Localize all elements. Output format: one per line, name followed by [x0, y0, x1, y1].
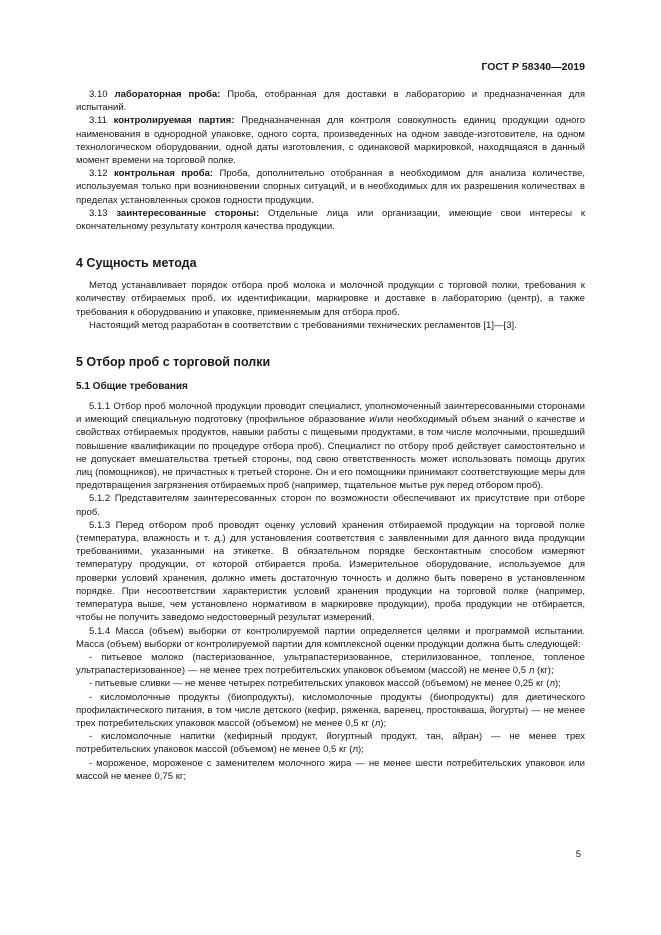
list-item: - питьевые сливки — не менее четырех потребительских упаковок массой (объемом) не менее 0,25 кг (л);: [89, 678, 561, 690]
definition-3-11: 3.11 контролируемая партия: Предназначенная для контроля совокупность единиц продукции одного наименования в однородной упаковке, одного сорта, произведенных на одном заводе-изготовителе, на одном технологическом оборудовании, одной даты изготовления, с одинаковой маркировкой, находящаяся в данный момент времени на торговой полке.: [76, 115, 585, 167]
definition-3-12: 3.12 контрольная проба: Проба, дополнительно отобранная в необходимом для анализа количестве, используемая только при возникновении спорных ситуаций, и в необходимых для их разрешения количествах в пределах установленных сроков годности продукции.: [76, 168, 586, 206]
term: заинтересованные стороны:: [116, 207, 260, 219]
definition-3-13: 3.13 заинтересованные стороны: Отдельные лица или организации, имеющие свои интересы к окончательному результату контроля качества продукции.: [76, 207, 585, 233]
paragraph: 5.1.4 Масса (объем) выборки от контролируемой партии определяется целями и программой испытании. Масса (объем) выборки от контролируемой партии для комплексной оценки продукции должна быть следующей:: [76, 625, 585, 650]
paragraph: Настоящий метод разработан в соответствии с требованиями технических регламентов [1]—[3].: [89, 319, 517, 331]
document-code-header: ГОСТ Р 58340—2019: [481, 61, 585, 73]
list-item: - мороженое, мороженое с заменителем молочного жира — не менее шести потребительских упаковок или массой не менее 0,75 кг;: [76, 757, 585, 782]
term: контролируемая партия:: [113, 115, 235, 127]
document-body: [76, 88, 585, 783]
list-item: - кисломолочные продукты (биопродукты), кисломолочные продукты (биопродукты) для диетического профилактического питания, в том числе детского (кефир, ряженка, варенец, простокваша, йогурты) — не менее трех потребительских упаковок массой (объемом) не менее 0,5 кг (л);: [76, 691, 585, 729]
definition-3-10: 3.10 лабораторная проба: Проба, отобранная для доставки в лабораторию и предназначенная для испытаний.: [76, 89, 586, 114]
page-number: 5: [575, 849, 581, 860]
list-item: - питьевое молоко (пастеризованное, ультрапастеризованное, стерилизованное, топленое, топленое ультрапастеризованное) — не менее трех потребительских упаковок объемом (массой) не менее 0,5 л (кг);: [76, 651, 585, 677]
term: лабораторная проба:: [114, 89, 221, 100]
paragraph: Метод устанавливает порядок отбора проб молока и молочной продукции с торговой полки, требования к количеству отбираемых проб, их идентификации, маркировке и доставке в лабораторию (центр), а также требования к оборудованию и упаковке, применяемым для отбора проб.: [76, 280, 585, 318]
paragraph: 5.1.2 Представителям заинтересованных сторон по возможности обеспечивают их присутствие при отборе проб.: [76, 493, 585, 518]
document-page: [76, 0, 585, 935]
section-4-heading: 4 Сущность метода: [76, 256, 197, 271]
paragraph: 5.1.3 Перед отбором проб проводят оценку условий хранения отбираемой продукции на торговой полке (температура, влажность и т. д.) для установления соответствия с заявленными для данного вида продукции требованиями, указанными на этикетке. В обязательном порядке бесконтактным способом измеряют температуру продукции, от которой отбирается проба. Измерительное оборудование, используемое для проверки условий хранения, должно иметь достаточную точность и должно быть поверено в установленном порядке. При несоответствии характеристик условий хранения продукции на торговой полке (например, температура выше, чем установлено нормативом в маркировке продукции), проба продукции не отбирается, чтобы не получить заведомо недостоверный результат измерений.: [76, 519, 585, 624]
subsection-5-1-heading: 5.1 Общие требования: [76, 381, 188, 393]
term: контрольная проба:: [113, 168, 214, 180]
section-5-heading: 5 Отбор проб с торговой полки: [76, 355, 271, 370]
list-item: - кисломолочные напитки (кефирный продукт, йогуртный продукт, тан, айран) — не менее трех потребительских упаковок массой (объемом) не менее 0,5 кг (л);: [76, 731, 585, 756]
paragraph: 5.1.1 Отбор проб молочной продукции проводит специалист, уполномоченный заинтересованными сторонами и имеющий специальную подготовку (профильное образование и/или необходимый объем знаний о качестве и свойствах отбираемых продуктов, навыки работы с пищевыми продуктами, в том числе молочными, прошедший повышение квалификации по процедуре отбора проб). Специалист по отбору проб действует самостоятельно и не допускает вмешательства третьей стороны, под свою ответственность может использовать помощь других лиц (помощников), не причастных к третьей стороне. Он и его помощники принимают соответствующие меры для предотвращения загрязнения отбираемых проб (например, тщательное мытье рук перед отбором проб).: [76, 401, 585, 492]
